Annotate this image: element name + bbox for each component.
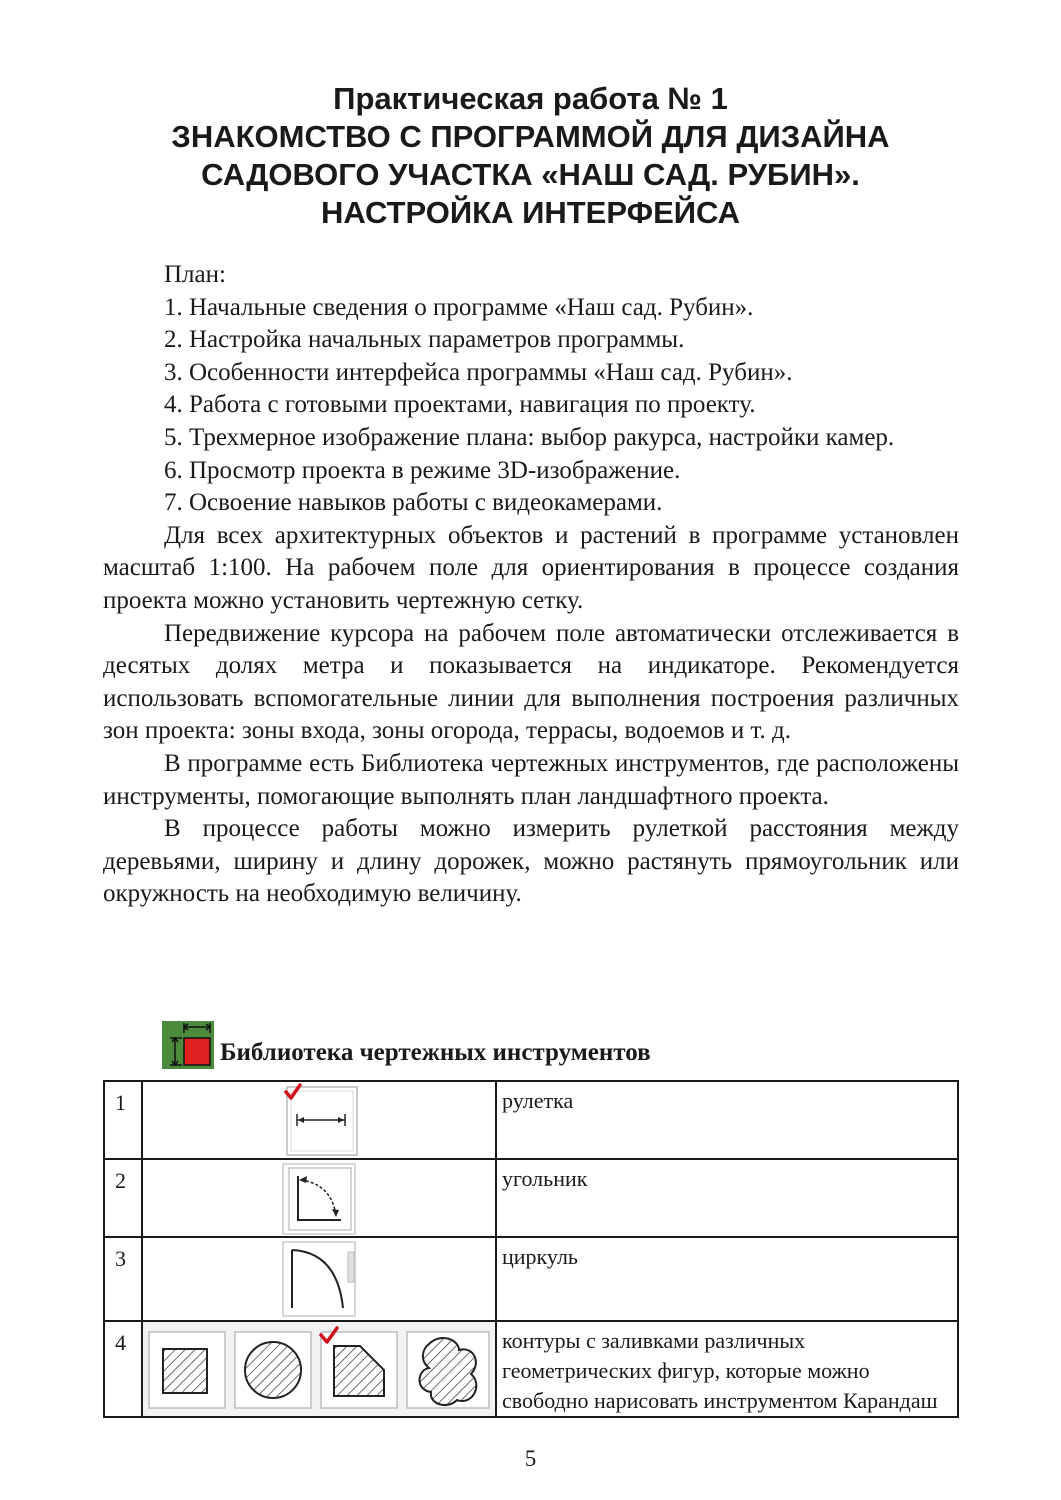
page-title (60, 80, 1001, 232)
plan-label: План: (164, 261, 226, 288)
paragraph: В процессе работы можно измерить рулеткой расстояния между деревьями, ширину и длину дорожек, можно растянуть прямоугольник или окружность на необходимую величину. (103, 815, 959, 908)
table-row (104, 1321, 958, 1417)
plan-item: 6. Просмотр проекта в режиме 3D-изображение. (164, 456, 681, 484)
title-line-3: САДОВОГО УЧАСТКА «НАШ САД. РУБИН». (201, 157, 860, 192)
tool-image-cell (142, 1237, 496, 1321)
plan-item: 5. Трехмерное изображение плана: выбор ракурса, настройки камер. (164, 423, 895, 451)
plan-item: 7. Освоение навыков работы с видеокамерами. (164, 489, 663, 517)
row-number-cell (104, 1159, 142, 1237)
title-line-2: ЗНАКОМСТВО С ПРОГРАММОЙ ДЛЯ ДИЗАЙНА (171, 119, 890, 154)
library-title: Библиотека чертежных инструментов (220, 1039, 651, 1066)
title-line-4: НАСТРОЙКА ИНТЕРФЕЙСА (320, 195, 741, 230)
tool-description-cell (496, 1321, 958, 1417)
plan-item: 2. Настройка начальных параметров программы. (164, 326, 685, 354)
plan-item: 3. Особенности интерфейса программы «Наш сад. Рубин». (164, 358, 793, 386)
filled-shapes-icons (143, 1322, 495, 1416)
row-number: 3 (115, 1246, 126, 1271)
tool-description-cell (496, 1081, 958, 1159)
tools-table (103, 1080, 959, 1418)
paragraph: Передвижение курсора на рабочем поле автоматически отслеживается в десятых долях метра и показывается на индикаторе. Рекомендуется использовать вспомогательные линии для выполнения построения различных зон проекта: зоны входа, зоны огорода, террасы, водоемов и т. д. (103, 619, 959, 745)
tool-description: угольник (502, 1166, 588, 1191)
tool-description: циркуль (502, 1244, 578, 1269)
drawing-tools-library-icon (162, 1021, 214, 1069)
table-row (104, 1081, 958, 1159)
body-text (103, 259, 959, 911)
tool-image-cell (142, 1321, 496, 1417)
set-square-icon (143, 1160, 495, 1236)
row-number: 1 (115, 1090, 126, 1115)
tool-description-cell (496, 1159, 958, 1237)
tool-description: рулетка (502, 1088, 574, 1113)
row-number: 2 (115, 1168, 126, 1193)
compass-icon (143, 1238, 495, 1320)
paragraph: В программе есть Библиотека чертежных инструментов, где расположены инструменты, помогающие выполнять план ландшафтного проекта. (103, 749, 959, 810)
library-heading (162, 1019, 651, 1069)
table-row (104, 1237, 958, 1321)
paragraph: Для всех архитектурных объектов и растений в программе установлен масштаб 1:100. На рабочем поле для ориентирования в процессе создания проекта можно установить чертежную сетку. (103, 521, 959, 614)
row-number-cell (104, 1321, 142, 1417)
table-row (104, 1159, 958, 1237)
tool-image-cell (142, 1159, 496, 1237)
plan-item: 1. Начальные сведения о программе «Наш сад. Рубин». (164, 293, 754, 321)
tool-description: контуры с заливками различных геометрических фигур, которые можно свободно нарисовать инструментом Карандаш (502, 1328, 938, 1413)
row-number-cell (104, 1237, 142, 1321)
tool-description-cell (496, 1237, 958, 1321)
title-line-1: Практическая работа № 1 (333, 81, 728, 116)
tape-measure-icon (143, 1082, 495, 1158)
row-number: 4 (115, 1330, 126, 1355)
plan-item: 4. Работа с готовыми проектами, навигация по проекту. (164, 391, 756, 419)
page-number: 5 (524, 1446, 537, 1471)
row-number-cell (104, 1081, 142, 1159)
tool-image-cell (142, 1081, 496, 1159)
